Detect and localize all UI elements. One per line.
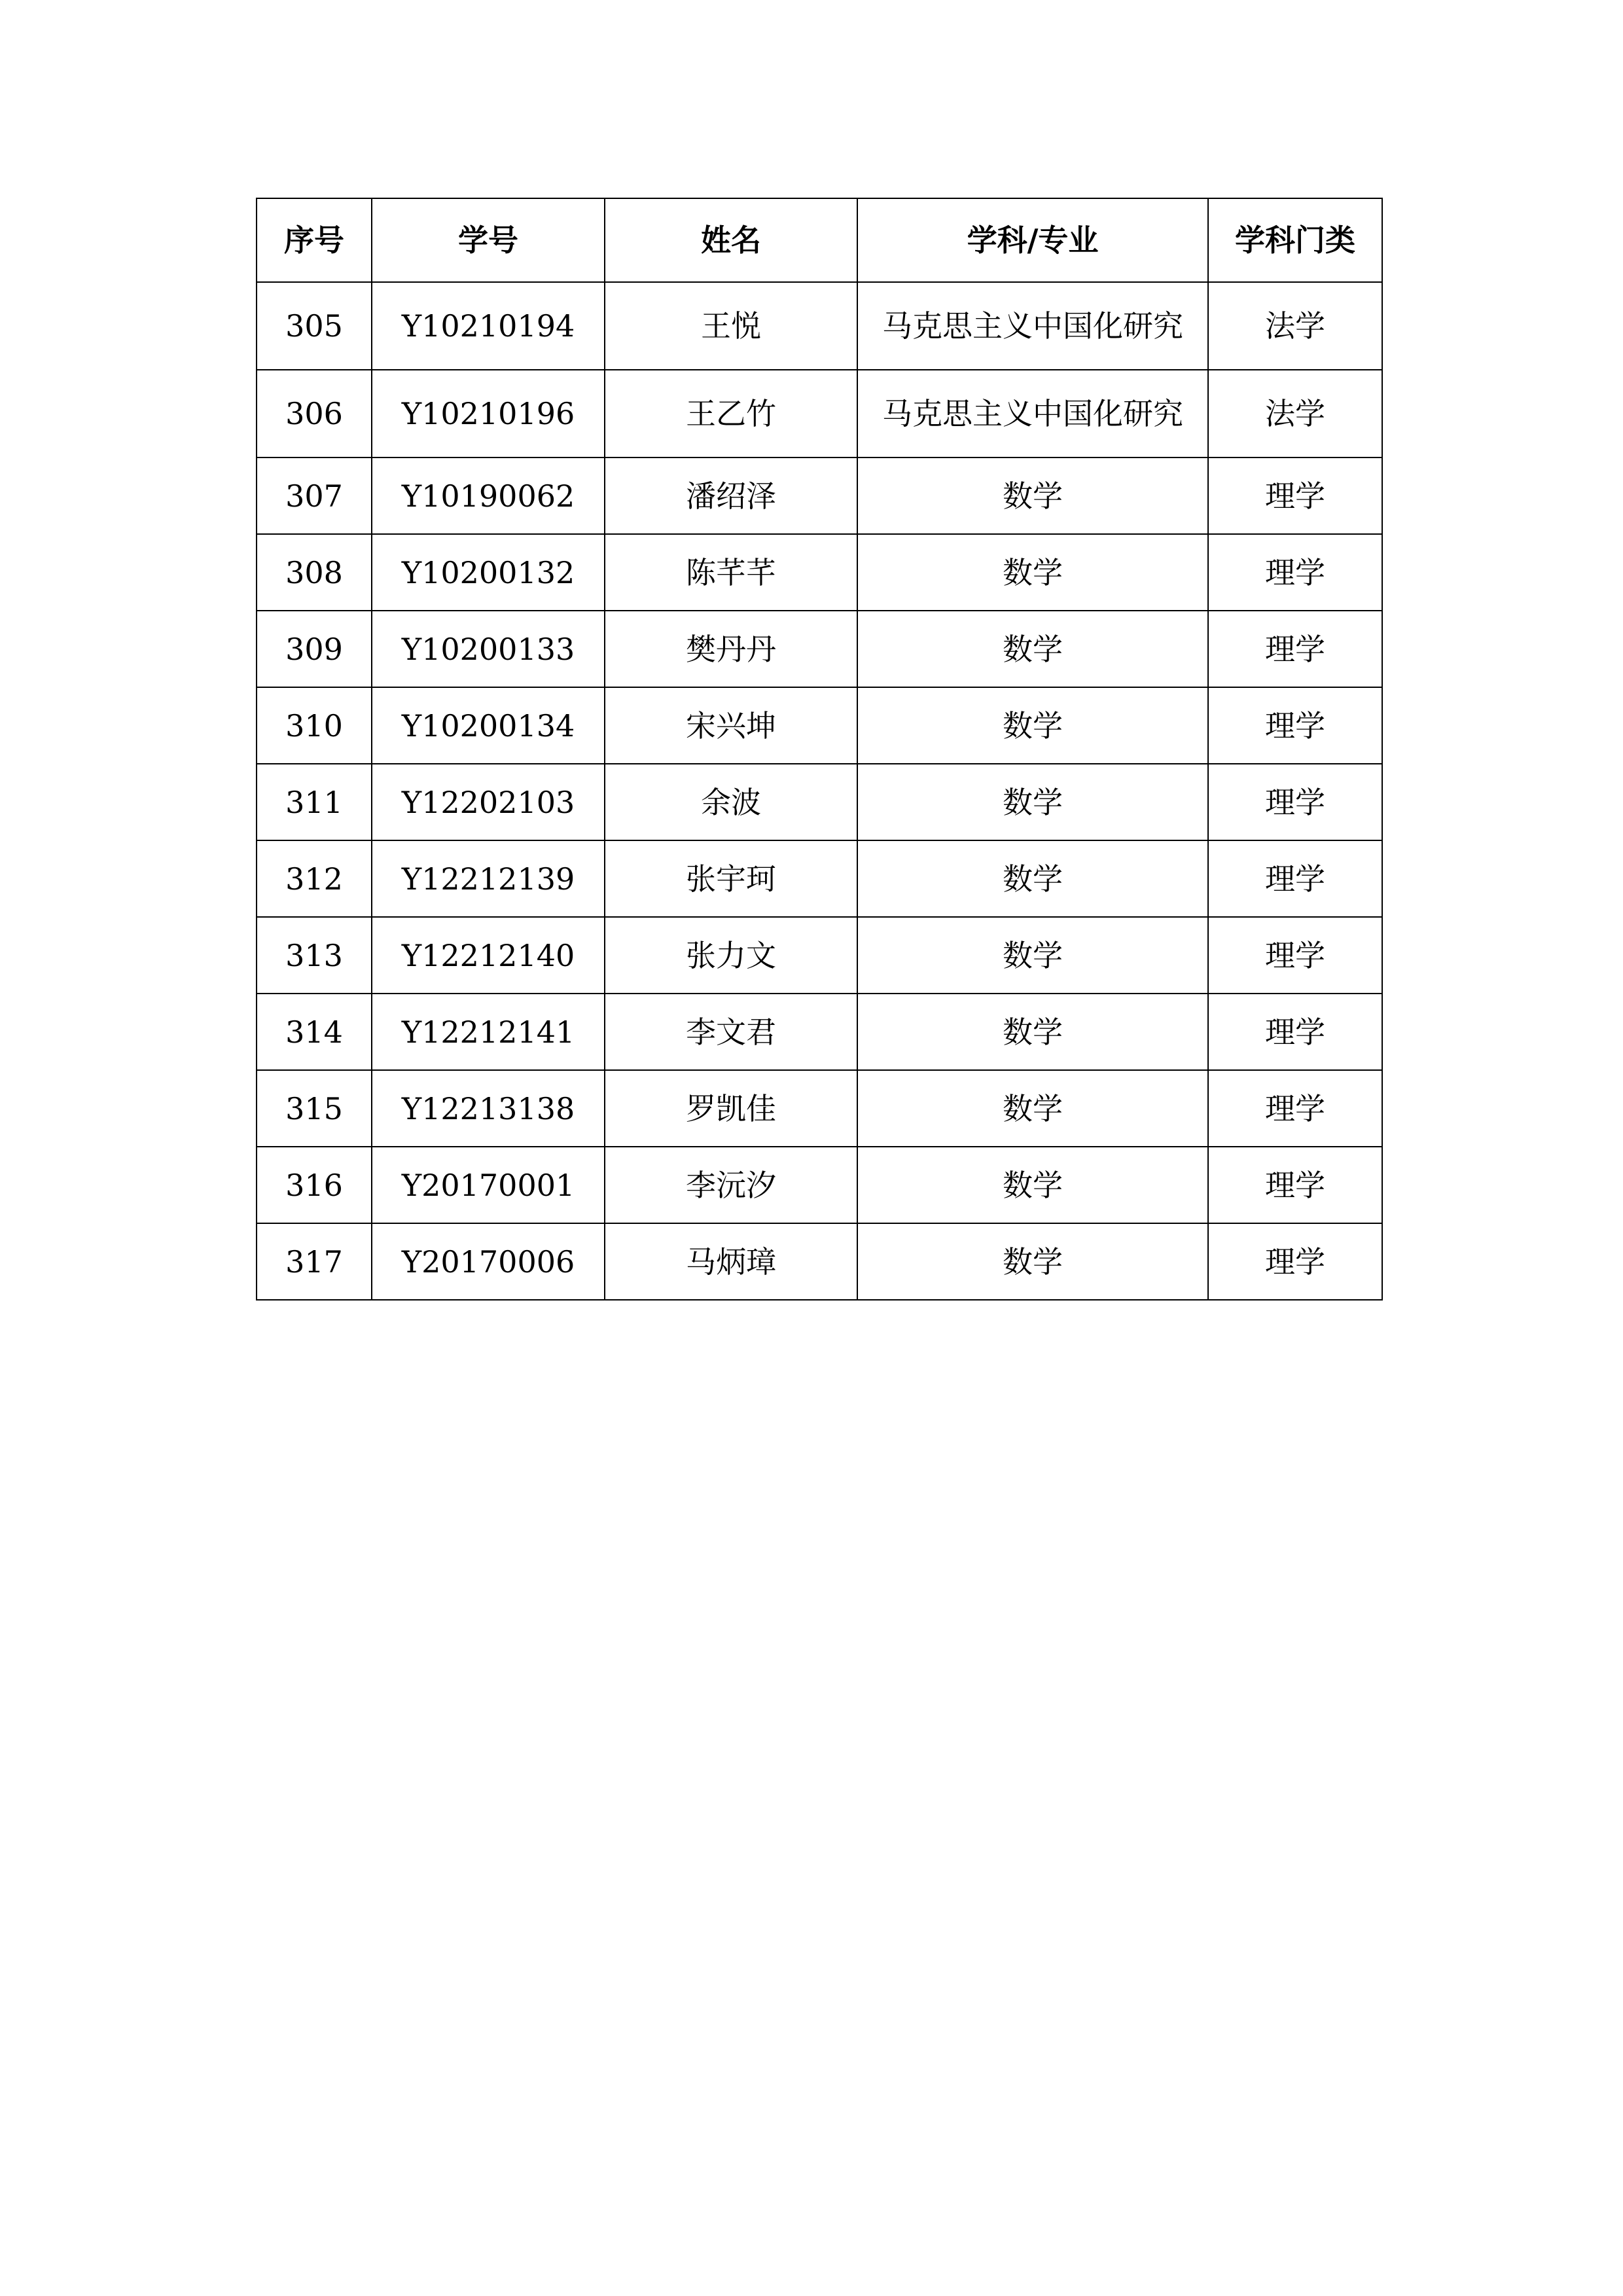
cell-category: 理学: [1208, 611, 1382, 687]
cell-category: 理学: [1208, 764, 1382, 840]
cell-subject: 数学: [857, 917, 1208, 994]
cell-student-id: Y10210196: [372, 370, 605, 457]
cell-student-id: Y20170006: [372, 1223, 605, 1300]
cell-seq: 308: [257, 534, 372, 611]
cell-seq: 316: [257, 1147, 372, 1223]
cell-subject: 数学: [857, 994, 1208, 1070]
cell-name: 李沅汐: [605, 1147, 857, 1223]
cell-seq: 311: [257, 764, 372, 840]
cell-name: 罗凯佳: [605, 1070, 857, 1147]
cell-name: 张宇珂: [605, 840, 857, 917]
cell-category: 法学: [1208, 370, 1382, 457]
cell-seq: 309: [257, 611, 372, 687]
cell-name: 樊丹丹: [605, 611, 857, 687]
table-row: [257, 611, 1382, 687]
cell-name: 马炳璋: [605, 1223, 857, 1300]
cell-student-id: Y20170001: [372, 1147, 605, 1223]
cell-student-id: Y10200133: [372, 611, 605, 687]
cell-category: 理学: [1208, 1070, 1382, 1147]
cell-subject: [857, 370, 1208, 457]
cell-category: 理学: [1208, 1223, 1382, 1300]
cell-student-id: Y12212139: [372, 840, 605, 917]
cell-student-id: Y12212140: [372, 917, 605, 994]
cell-category: 理学: [1208, 687, 1382, 764]
header-subject: 学科/专业: [857, 198, 1208, 282]
cell-name: 余波: [605, 764, 857, 840]
cell-category: 理学: [1208, 994, 1382, 1070]
cell-subject: 数学: [857, 840, 1208, 917]
cell-seq: 306: [257, 370, 372, 457]
cell-name: 宋兴坤: [605, 687, 857, 764]
table-row: [257, 840, 1382, 917]
cell-name: 潘绍泽: [605, 457, 857, 534]
table-row: [257, 534, 1382, 611]
cell-student-id: Y12213138: [372, 1070, 605, 1147]
cell-student-id: Y10200134: [372, 687, 605, 764]
student-table: [256, 198, 1383, 1300]
cell-name: 张力文: [605, 917, 857, 994]
cell-name: 陈芊芊: [605, 534, 857, 611]
subject-text: 马克思主义中国化研究: [882, 308, 1183, 344]
cell-category: 理学: [1208, 457, 1382, 534]
cell-category: 理学: [1208, 1147, 1382, 1223]
table-row: [257, 994, 1382, 1070]
cell-category: 法学: [1208, 282, 1382, 370]
table-row: [257, 917, 1382, 994]
header-category: 学科门类: [1208, 198, 1382, 282]
cell-seq: 305: [257, 282, 372, 370]
cell-name: 王悦: [605, 282, 857, 370]
table-header-row: [257, 198, 1382, 282]
cell-student-id: Y10210194: [372, 282, 605, 370]
cell-subject: 数学: [857, 1147, 1208, 1223]
cell-subject: 数学: [857, 687, 1208, 764]
table-row: [257, 457, 1382, 534]
table-row: [257, 282, 1382, 370]
cell-seq: 317: [257, 1223, 372, 1300]
subject-text: 马克思主义中国化研究: [882, 396, 1183, 431]
cell-seq: 310: [257, 687, 372, 764]
cell-subject: [857, 282, 1208, 370]
cell-category: 理学: [1208, 840, 1382, 917]
cell-student-id: Y12212141: [372, 994, 605, 1070]
cell-seq: 312: [257, 840, 372, 917]
cell-subject: 数学: [857, 1223, 1208, 1300]
cell-subject: 数学: [857, 534, 1208, 611]
cell-name: 王乙竹: [605, 370, 857, 457]
cell-category: 理学: [1208, 917, 1382, 994]
cell-seq: 315: [257, 1070, 372, 1147]
header-student-id: 学号: [372, 198, 605, 282]
cell-seq: 313: [257, 917, 372, 994]
table-row: [257, 764, 1382, 840]
cell-student-id: Y12202103: [372, 764, 605, 840]
table-row: [257, 687, 1382, 764]
cell-name: 李文君: [605, 994, 857, 1070]
cell-subject: 数学: [857, 1070, 1208, 1147]
cell-seq: 307: [257, 457, 372, 534]
cell-category: 理学: [1208, 534, 1382, 611]
header-name: 姓名: [605, 198, 857, 282]
cell-student-id: Y10190062: [372, 457, 605, 534]
table-row: [257, 1070, 1382, 1147]
cell-subject: 数学: [857, 611, 1208, 687]
cell-seq: 314: [257, 994, 372, 1070]
table-row: [257, 370, 1382, 457]
cell-subject: 数学: [857, 764, 1208, 840]
table-row: [257, 1223, 1382, 1300]
header-seq: 序号: [257, 198, 372, 282]
cell-subject: 数学: [857, 457, 1208, 534]
cell-student-id: Y10200132: [372, 534, 605, 611]
table-row: [257, 1147, 1382, 1223]
